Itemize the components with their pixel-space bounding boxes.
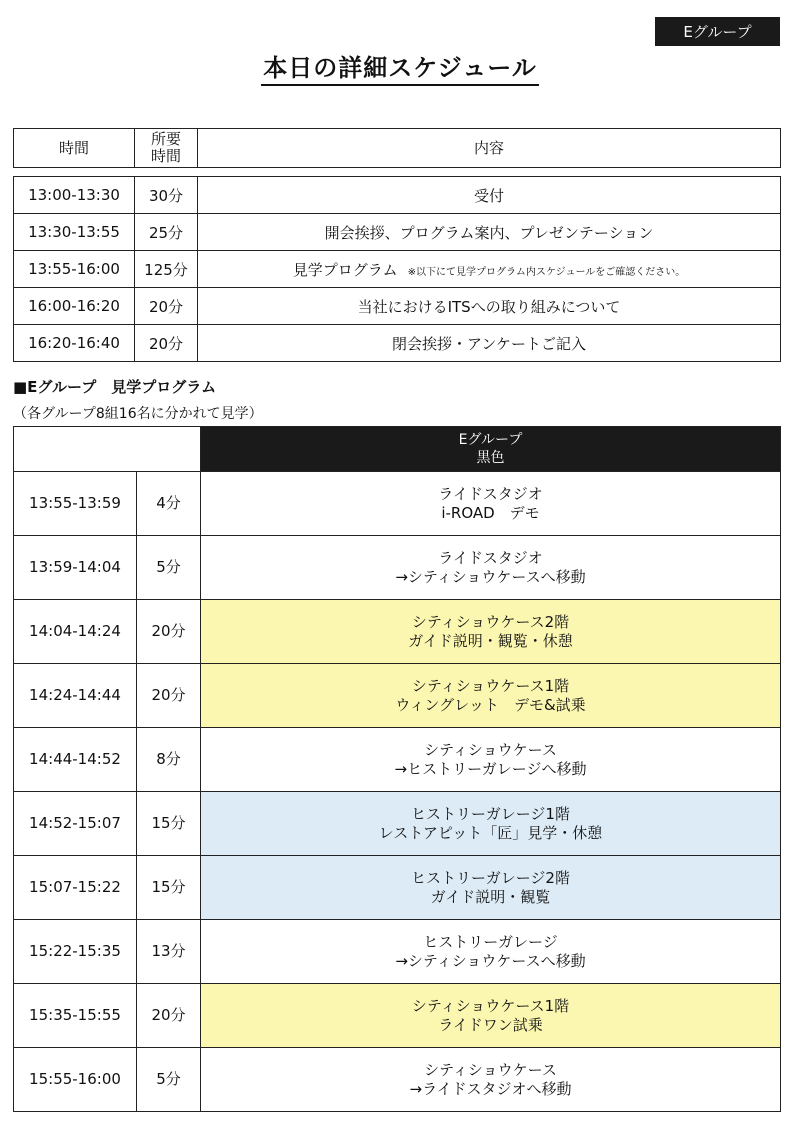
schedule-row bbox=[14, 214, 781, 251]
program-row bbox=[14, 920, 781, 984]
program-duration: 13分 bbox=[136, 920, 200, 984]
program-content bbox=[201, 600, 781, 664]
schedule-duration: 20分 bbox=[135, 288, 198, 325]
schedule-duration: 25分 bbox=[135, 214, 198, 251]
section-subtitle: （各グループ8組16名に分かれて見学） bbox=[13, 406, 263, 422]
schedule-content-cell bbox=[198, 214, 781, 251]
schedule-content: 閉会挨拶・アンケートご記入 bbox=[391, 334, 587, 353]
page-title-text: 本日の詳細スケジュール bbox=[261, 54, 539, 86]
program-location: ライドスタジオ bbox=[438, 484, 543, 503]
header-content: 内容 bbox=[198, 129, 781, 168]
schedule-content: 当社におけるITSへの取り組みについて bbox=[357, 297, 621, 316]
program-table bbox=[13, 426, 781, 1112]
program-activity: →シティショウケースへ移動 bbox=[395, 567, 586, 586]
program-row bbox=[14, 664, 781, 728]
program-content bbox=[201, 792, 781, 856]
program-duration: 20分 bbox=[136, 984, 200, 1048]
program-duration: 5分 bbox=[136, 1048, 200, 1112]
program-row bbox=[14, 472, 781, 536]
program-location: ヒストリーガレージ bbox=[423, 932, 558, 951]
program-row bbox=[14, 1048, 781, 1112]
schedule-row bbox=[14, 288, 781, 325]
schedule-duration: 20分 bbox=[135, 325, 198, 362]
program-location: ヒストリーガレージ2階 bbox=[411, 868, 570, 887]
program-location: ヒストリーガレージ1階 bbox=[411, 804, 570, 823]
program-duration: 5分 bbox=[136, 536, 200, 600]
program-duration: 15分 bbox=[136, 856, 200, 920]
program-content bbox=[201, 1048, 781, 1112]
schedule-duration: 125分 bbox=[135, 251, 198, 288]
program-header-blank bbox=[14, 427, 201, 472]
schedule-table bbox=[13, 176, 781, 362]
schedule-time: 16:20-16:40 bbox=[14, 325, 135, 362]
program-activity: →シティショウケースへ移動 bbox=[395, 951, 586, 970]
program-time: 13:55-13:59 bbox=[14, 472, 137, 536]
group-badge: Eグループ bbox=[655, 17, 780, 46]
program-content bbox=[201, 728, 781, 792]
program-activity: ガイド説明・観覧 bbox=[430, 887, 551, 906]
program-header-color: 黒色 bbox=[476, 450, 505, 466]
schedule-row bbox=[14, 325, 781, 362]
program-row bbox=[14, 984, 781, 1048]
program-row bbox=[14, 728, 781, 792]
schedule-content-cell bbox=[198, 177, 781, 214]
program-activity: →ライドスタジオへ移動 bbox=[409, 1079, 572, 1098]
schedule-time: 13:00-13:30 bbox=[14, 177, 135, 214]
program-activity: ライドワン試乗 bbox=[438, 1015, 543, 1034]
program-header bbox=[201, 427, 781, 472]
program-time: 13:59-14:04 bbox=[14, 536, 137, 600]
program-location: シティショウケース1階 bbox=[411, 676, 570, 695]
schedule-note: ※以下にて見学プログラム内スケジュールをご確認ください。 bbox=[407, 266, 686, 278]
section-title: ■Eグループ 見学プログラム bbox=[13, 378, 217, 396]
program-row bbox=[14, 792, 781, 856]
program-header-group: Eグループ bbox=[458, 432, 523, 448]
header-duration bbox=[135, 129, 198, 168]
header-duration-line1: 所要 bbox=[150, 130, 181, 148]
program-content bbox=[201, 856, 781, 920]
program-duration: 8分 bbox=[136, 728, 200, 792]
program-row bbox=[14, 856, 781, 920]
program-duration: 4分 bbox=[136, 472, 200, 536]
program-time: 15:07-15:22 bbox=[14, 856, 137, 920]
program-time: 14:04-14:24 bbox=[14, 600, 137, 664]
program-content bbox=[201, 536, 781, 600]
program-time: 15:55-16:00 bbox=[14, 1048, 137, 1112]
program-duration: 15分 bbox=[136, 792, 200, 856]
schedule-content: 見学プログラム bbox=[292, 260, 398, 279]
program-row bbox=[14, 536, 781, 600]
program-duration: 20分 bbox=[136, 664, 200, 728]
program-location: シティショウケース1階 bbox=[411, 996, 570, 1015]
program-activity: →ヒストリーガレージへ移動 bbox=[394, 759, 587, 778]
program-location: ライドスタジオ bbox=[438, 548, 543, 567]
program-time: 14:24-14:44 bbox=[14, 664, 137, 728]
header-duration-line2: 時間 bbox=[150, 147, 181, 165]
schedule-time: 13:55-16:00 bbox=[14, 251, 135, 288]
program-activity: ウィングレット デモ&試乗 bbox=[395, 695, 586, 714]
program-content bbox=[201, 920, 781, 984]
program-content bbox=[201, 472, 781, 536]
program-time: 14:44-14:52 bbox=[14, 728, 137, 792]
header-time: 時間 bbox=[14, 129, 135, 168]
program-activity: レストアピット「匠」見学・休憩 bbox=[378, 823, 603, 842]
program-row bbox=[14, 600, 781, 664]
schedule-time: 16:00-16:20 bbox=[14, 288, 135, 325]
schedule-content: 受付 bbox=[473, 186, 504, 205]
schedule-content-cell bbox=[198, 288, 781, 325]
schedule-row bbox=[14, 177, 781, 214]
page-title bbox=[0, 48, 800, 83]
program-activity: i-ROAD デモ bbox=[441, 503, 540, 522]
schedule-content: 開会挨拶、プログラム案内、プレゼンテーション bbox=[324, 223, 654, 242]
program-location: シティショウケース2階 bbox=[411, 612, 570, 631]
program-content bbox=[201, 664, 781, 728]
program-time: 15:35-15:55 bbox=[14, 984, 137, 1048]
schedule-time: 13:30-13:55 bbox=[14, 214, 135, 251]
program-time: 15:22-15:35 bbox=[14, 920, 137, 984]
program-location: シティショウケース bbox=[424, 1060, 557, 1079]
program-duration: 20分 bbox=[136, 600, 200, 664]
program-time: 14:52-15:07 bbox=[14, 792, 137, 856]
program-activity: ガイド説明・観覧・休憩 bbox=[408, 631, 573, 650]
schedule-duration: 30分 bbox=[135, 177, 198, 214]
schedule-content-cell bbox=[198, 251, 781, 288]
schedule-row bbox=[14, 251, 781, 288]
schedule-content-cell bbox=[198, 325, 781, 362]
program-location: シティショウケース bbox=[424, 740, 557, 759]
schedule-header-table bbox=[13, 128, 781, 168]
program-content bbox=[201, 984, 781, 1048]
